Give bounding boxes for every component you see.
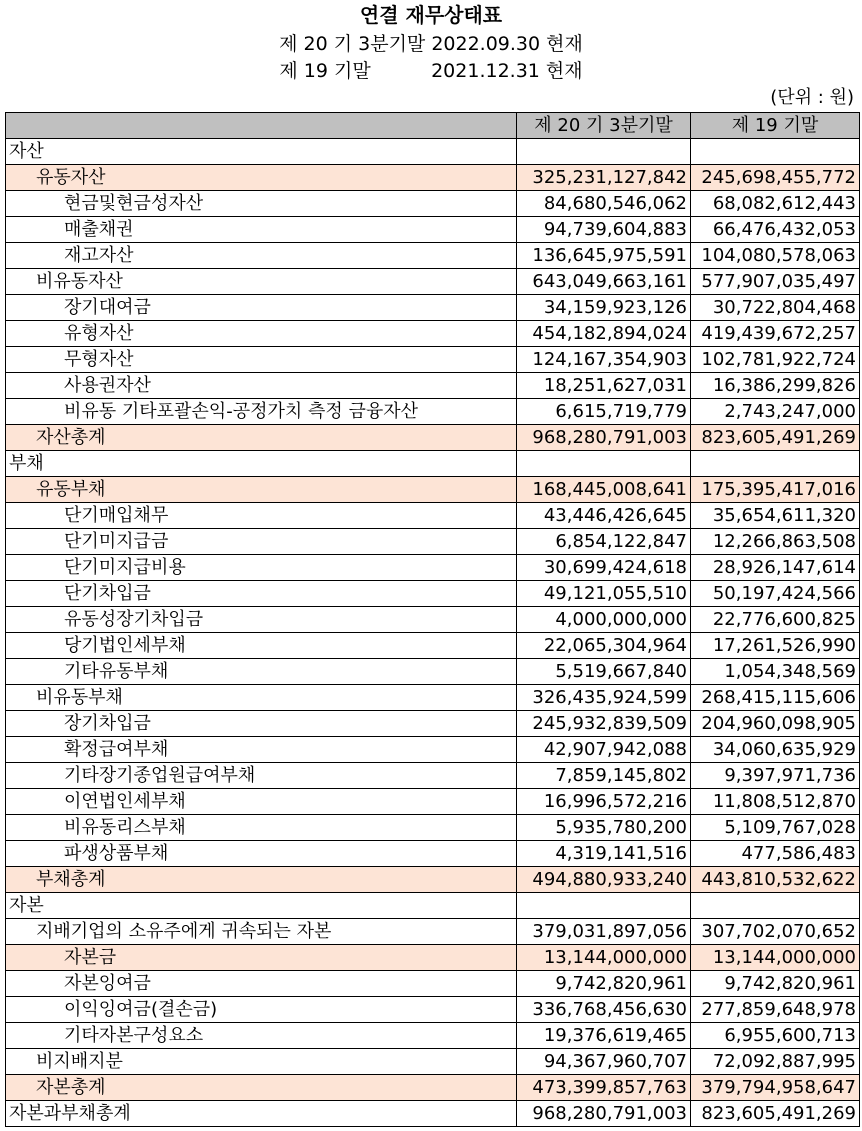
account-label: 이연법인세부채 xyxy=(6,789,517,815)
table-row xyxy=(6,607,860,633)
current-period-value: 336,768,456,630 xyxy=(517,997,691,1023)
table-row xyxy=(6,763,860,789)
current-period-value: 18,251,627,031 xyxy=(517,373,691,399)
account-label: 부채 xyxy=(6,451,517,477)
account-label: 비유동 기타포괄손익-공정가치 측정 금융자산 xyxy=(6,399,517,425)
account-label: 파생상품부채 xyxy=(6,841,517,867)
prior-period-value: 307,702,070,652 xyxy=(691,919,860,945)
current-period-value: 42,907,942,088 xyxy=(517,737,691,763)
prior-period-value: 35,654,611,320 xyxy=(691,503,860,529)
current-period-value: 7,859,145,802 xyxy=(517,763,691,789)
table-row xyxy=(6,269,860,295)
table-row xyxy=(6,295,860,321)
table-row xyxy=(6,919,860,945)
current-period-value: 379,031,897,056 xyxy=(517,919,691,945)
table-row xyxy=(6,997,860,1023)
account-label: 기타유동부채 xyxy=(6,659,517,685)
table-row xyxy=(6,191,860,217)
current-period-value: 124,167,354,903 xyxy=(517,347,691,373)
table-row xyxy=(6,139,860,165)
prior-period-value: 5,109,767,028 xyxy=(691,815,860,841)
table-row xyxy=(6,425,860,451)
prior-period-value: 68,082,612,443 xyxy=(691,191,860,217)
account-label: 자본 xyxy=(6,893,517,919)
current-period-value: 136,645,975,591 xyxy=(517,243,691,269)
prior-period-value: 102,781,922,724 xyxy=(691,347,860,373)
prior-period-value: 9,397,971,736 xyxy=(691,763,860,789)
account-label: 이익잉여금(결손금) xyxy=(6,997,517,1023)
prior-period-value: 823,605,491,269 xyxy=(691,1101,860,1127)
account-label: 확정급여부채 xyxy=(6,737,517,763)
account-label: 자본금 xyxy=(6,945,517,971)
account-label: 비유동자산 xyxy=(6,269,517,295)
table-row xyxy=(6,347,860,373)
unit-label: (단위 : 원) xyxy=(770,87,854,108)
prior-period-value: 823,605,491,269 xyxy=(691,425,860,451)
current-period-value xyxy=(517,451,691,477)
prior-period-value: 72,092,887,995 xyxy=(691,1049,860,1075)
account-label: 장기차입금 xyxy=(6,711,517,737)
table-row xyxy=(6,893,860,919)
header-current-period: 제 20 기 3분기말 xyxy=(517,113,691,139)
table-row xyxy=(6,165,860,191)
current-period-value: 4,319,141,516 xyxy=(517,841,691,867)
account-label: 기타장기종업원급여부채 xyxy=(6,763,517,789)
prior-period-value: 28,926,147,614 xyxy=(691,555,860,581)
table-row xyxy=(6,217,860,243)
table-row xyxy=(6,789,860,815)
account-label: 자본총계 xyxy=(6,1075,517,1101)
current-period-value: 94,367,960,707 xyxy=(517,1049,691,1075)
current-period-value: 94,739,604,883 xyxy=(517,217,691,243)
account-label: 유동부채 xyxy=(6,477,517,503)
prior-period-value: 30,722,804,468 xyxy=(691,295,860,321)
prior-period-value: 1,054,348,569 xyxy=(691,659,860,685)
table-body xyxy=(6,139,860,1127)
current-period-value: 168,445,008,641 xyxy=(517,477,691,503)
account-label: 단기차입금 xyxy=(6,581,517,607)
account-label: 자본과부채총계 xyxy=(6,1101,517,1127)
current-period-value: 4,000,000,000 xyxy=(517,607,691,633)
current-period-value: 5,935,780,200 xyxy=(517,815,691,841)
table-row xyxy=(6,477,860,503)
current-period-value: 5,519,667,840 xyxy=(517,659,691,685)
current-period-value: 473,399,857,763 xyxy=(517,1075,691,1101)
current-period-value: 454,182,894,024 xyxy=(517,321,691,347)
table-row xyxy=(6,815,860,841)
account-label: 부채총계 xyxy=(6,867,517,893)
account-label: 무형자산 xyxy=(6,347,517,373)
prior-period-value: 443,810,532,622 xyxy=(691,867,860,893)
prior-period-value: 17,261,526,990 xyxy=(691,633,860,659)
prior-period-value: 268,415,115,606 xyxy=(691,685,860,711)
current-period-value: 643,049,663,161 xyxy=(517,269,691,295)
account-label: 유동자산 xyxy=(6,165,517,191)
current-period-value: 19,376,619,465 xyxy=(517,1023,691,1049)
prior-period-value: 477,586,483 xyxy=(691,841,860,867)
current-period-value: 34,159,923,126 xyxy=(517,295,691,321)
prior-period-value: 6,955,600,713 xyxy=(691,1023,860,1049)
header-prior-period: 제 19 기말 xyxy=(691,113,860,139)
table-row xyxy=(6,451,860,477)
current-period-value: 326,435,924,599 xyxy=(517,685,691,711)
current-period-value: 84,680,546,062 xyxy=(517,191,691,217)
table-row xyxy=(6,945,860,971)
prior-period-value: 11,808,512,870 xyxy=(691,789,860,815)
current-period-value: 325,231,127,842 xyxy=(517,165,691,191)
table-row xyxy=(6,243,860,269)
current-period-value: 49,121,055,510 xyxy=(517,581,691,607)
prior-period-value: 9,742,820,961 xyxy=(691,971,860,997)
balance-sheet-table xyxy=(5,112,860,1127)
prior-period-value xyxy=(691,139,860,165)
table-row xyxy=(6,1049,860,1075)
current-period-value xyxy=(517,893,691,919)
table-row xyxy=(6,867,860,893)
account-label: 장기대여금 xyxy=(6,295,517,321)
header-account xyxy=(6,113,517,139)
table-row xyxy=(6,685,860,711)
prior-period-value: 34,060,635,929 xyxy=(691,737,860,763)
prior-period-value: 2,743,247,000 xyxy=(691,399,860,425)
account-label: 기타자본구성요소 xyxy=(6,1023,517,1049)
account-label: 자산 xyxy=(6,139,517,165)
table-row xyxy=(6,1023,860,1049)
statement-title: 연결 재무상태표 xyxy=(359,3,503,27)
prior-period-value: 104,080,578,063 xyxy=(691,243,860,269)
table-row xyxy=(6,737,860,763)
table-row xyxy=(6,633,860,659)
account-label: 자산총계 xyxy=(6,425,517,451)
prior-period-value: 277,859,648,978 xyxy=(691,997,860,1023)
prior-period-value xyxy=(691,893,860,919)
prior-period-value: 12,266,863,508 xyxy=(691,529,860,555)
current-period-value: 6,615,719,779 xyxy=(517,399,691,425)
current-period-value: 494,880,933,240 xyxy=(517,867,691,893)
current-period-value: 43,446,426,645 xyxy=(517,503,691,529)
account-label: 단기미지급금 xyxy=(6,529,517,555)
table-row xyxy=(6,711,860,737)
table-row xyxy=(6,503,860,529)
period-current-line: 제 20 기 3분기말 2022.09.30 현재 xyxy=(279,33,583,55)
account-label: 유동성장기차입금 xyxy=(6,607,517,633)
table-row xyxy=(6,659,860,685)
account-label: 단기매입채무 xyxy=(6,503,517,529)
table-row xyxy=(6,971,860,997)
prior-period-value: 245,698,455,772 xyxy=(691,165,860,191)
table-row xyxy=(6,581,860,607)
account-label: 단기미지급비용 xyxy=(6,555,517,581)
prior-period-value: 419,439,672,257 xyxy=(691,321,860,347)
account-label: 당기법인세부채 xyxy=(6,633,517,659)
table-row xyxy=(6,841,860,867)
table-row xyxy=(6,373,860,399)
prior-period-value: 16,386,299,826 xyxy=(691,373,860,399)
current-period-value: 9,742,820,961 xyxy=(517,971,691,997)
prior-period-value xyxy=(691,451,860,477)
account-label: 자본잉여금 xyxy=(6,971,517,997)
table-row xyxy=(6,399,860,425)
current-period-value: 13,144,000,000 xyxy=(517,945,691,971)
account-label: 현금및현금성자산 xyxy=(6,191,517,217)
current-period-value: 6,854,122,847 xyxy=(517,529,691,555)
table-row xyxy=(6,1101,860,1127)
prior-period-value: 22,776,600,825 xyxy=(691,607,860,633)
period-prior-line: 제 19 기말 2021.12.31 현재 xyxy=(279,60,583,82)
current-period-value: 968,280,791,003 xyxy=(517,1101,691,1127)
account-label: 유형자산 xyxy=(6,321,517,347)
account-label: 사용권자산 xyxy=(6,373,517,399)
table-row xyxy=(6,529,860,555)
prior-period-value: 175,395,417,016 xyxy=(691,477,860,503)
prior-period-value: 50,197,424,566 xyxy=(691,581,860,607)
current-period-value: 22,065,304,964 xyxy=(517,633,691,659)
current-period-value: 30,699,424,618 xyxy=(517,555,691,581)
account-label: 비유동부채 xyxy=(6,685,517,711)
table-row xyxy=(6,555,860,581)
prior-period-value: 204,960,098,905 xyxy=(691,711,860,737)
prior-period-value: 13,144,000,000 xyxy=(691,945,860,971)
account-label: 재고자산 xyxy=(6,243,517,269)
account-label: 비유동리스부채 xyxy=(6,815,517,841)
account-label: 매출채권 xyxy=(6,217,517,243)
table-row xyxy=(6,321,860,347)
table-row xyxy=(6,1075,860,1101)
prior-period-value: 379,794,958,647 xyxy=(691,1075,860,1101)
current-period-value: 16,996,572,216 xyxy=(517,789,691,815)
prior-period-value: 66,476,432,053 xyxy=(691,217,860,243)
current-period-value: 245,932,839,509 xyxy=(517,711,691,737)
current-period-value: 968,280,791,003 xyxy=(517,425,691,451)
current-period-value xyxy=(517,139,691,165)
prior-period-value: 577,907,035,497 xyxy=(691,269,860,295)
table-header-row xyxy=(6,113,860,139)
account-label: 비지배지분 xyxy=(6,1049,517,1075)
account-label: 지배기업의 소유주에게 귀속되는 자본 xyxy=(6,919,517,945)
